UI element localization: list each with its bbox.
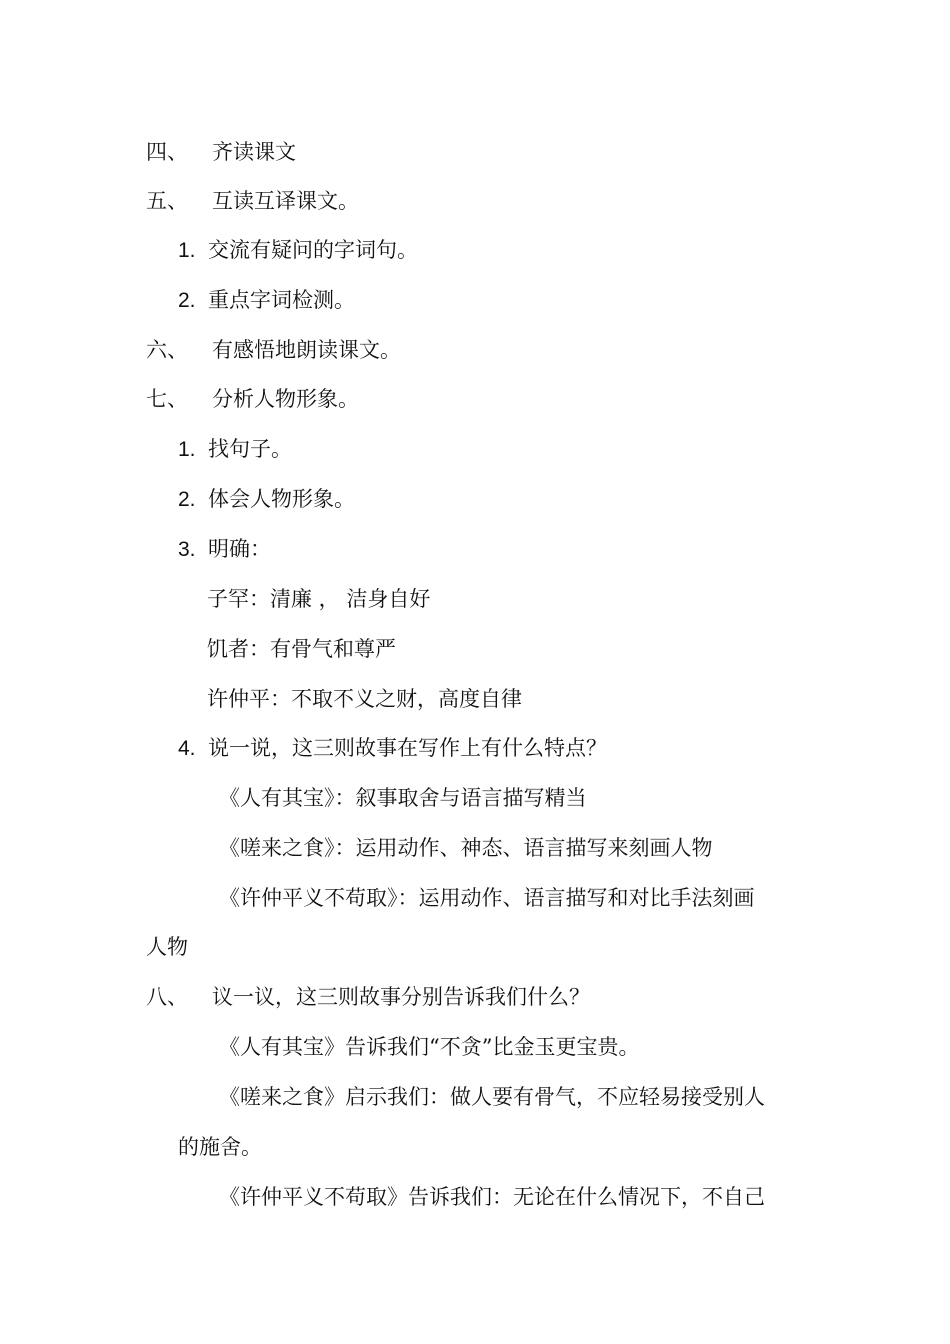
item-number: 2. [178,488,196,511]
item-text: 找句子。 [208,437,292,461]
item-text: 明确： [208,537,271,561]
list-item [178,236,418,265]
section-number: 八、 [146,985,188,1009]
writing-feature-continued: 人物 [146,935,188,959]
item-number: 2. [178,289,196,312]
section-title: 有感悟地朗读课文。 [212,338,401,362]
character-line: 许仲平：不取不义之财，高度自律 [207,687,522,711]
section-7 [146,385,359,413]
section-number: 七、 [146,387,188,411]
section-number: 四、 [146,140,188,164]
moral-line-continued: 的施舍。 [178,1135,262,1159]
section-number: 五、 [146,189,188,213]
section-6 [146,336,401,364]
item-text: 重点字词检测。 [208,288,355,312]
list-item [178,286,355,315]
moral-line: 《许仲平义不苟取》告诉我们：无论在什么情况下，不自己 [219,1185,765,1209]
writing-feature: 《人有其宝》：叙事取舍与语言描写精当 [219,786,587,810]
section-title: 互读互译课文。 [212,189,359,213]
writing-feature: 《许仲平义不苟取》：运用动作、语言描写和对比手法刻画 [219,886,755,910]
writing-feature: 《嗟来之食》：运用动作、神态、语言描写来刻画人物 [219,836,713,860]
section-5 [146,187,359,215]
list-item [178,485,355,514]
item-number: 1. [178,438,196,461]
section-4 [146,138,296,166]
item-text: 体会人物形象。 [208,487,355,511]
list-item [178,435,292,464]
section-title: 齐读课文 [212,140,296,164]
moral-line: 《嗟来之食》启示我们：做人要有骨气，不应轻易接受别人 [219,1085,765,1109]
moral-line: 《人有其宝》告诉我们“不贪”比金玉更宝贵。 [219,1035,640,1059]
list-item [178,535,271,564]
character-line: 饥者：有骨气和尊严 [207,637,396,661]
character-line: 子罕：清廉 ， 洁身自好 [207,587,431,611]
section-title: 分析人物形象。 [212,387,359,411]
section-number: 六、 [146,338,188,362]
list-item [178,734,607,763]
item-text: 说一说，这三则故事在写作上有什么特点？ [208,736,607,760]
item-number: 1. [178,239,196,262]
section-title: 议一议，这三则故事分别告诉我们什么？ [212,985,590,1009]
section-8 [146,983,590,1011]
item-text: 交流有疑问的字词句。 [208,238,418,262]
item-number: 3. [178,538,196,561]
item-number: 4. [178,737,196,760]
